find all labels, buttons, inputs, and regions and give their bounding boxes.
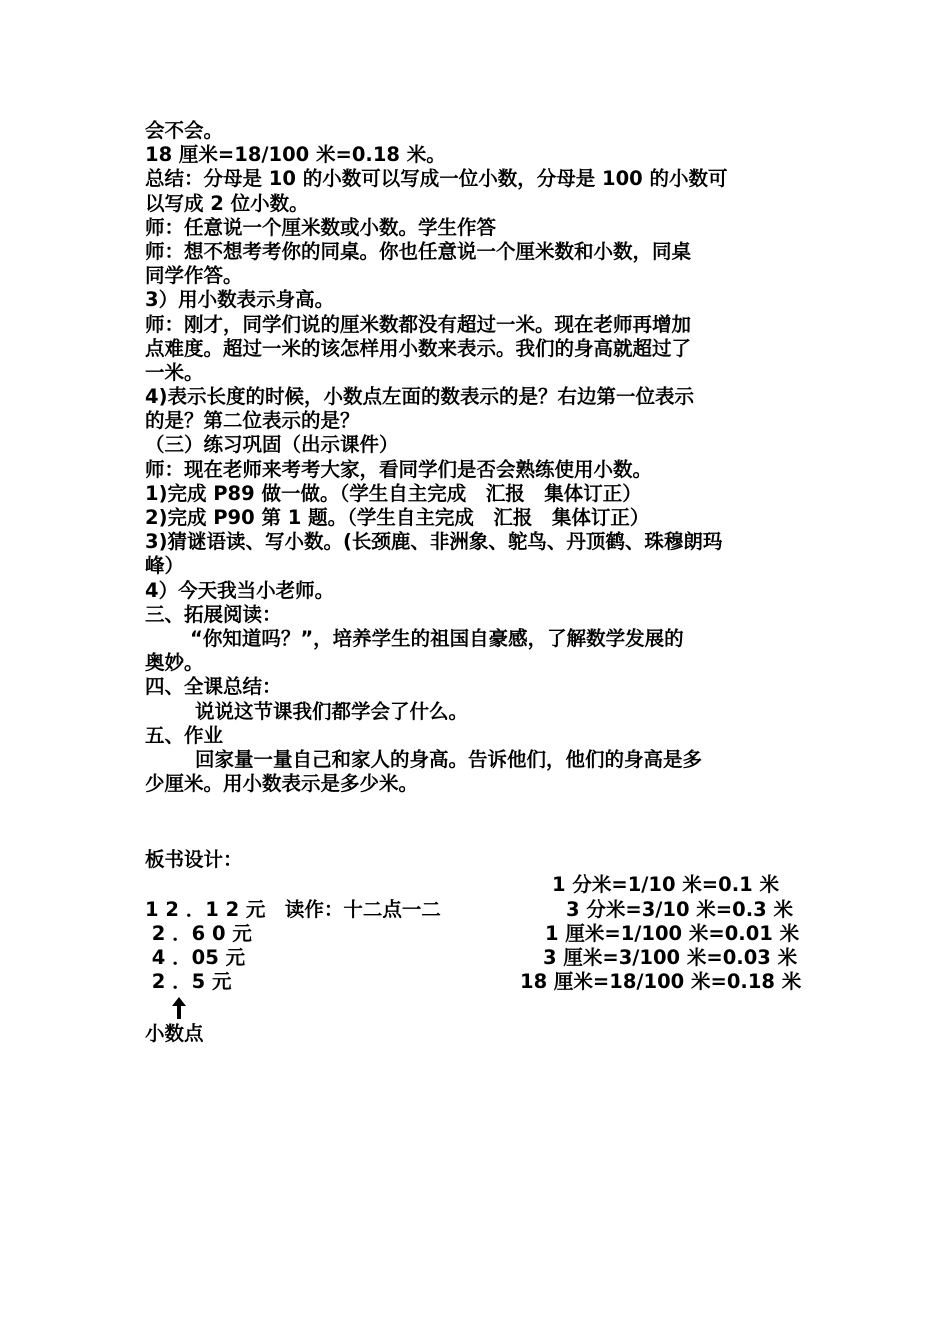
board-title: 板书设计： [145, 848, 243, 871]
text-line: 师：任意说一个厘米数或小数。学生作答 [145, 215, 497, 239]
decimal-example: 1 2 ．1 2 元 读作：十二点一二 [145, 898, 441, 921]
text-line: 少厘米。用小数表示是多少米。 [145, 772, 419, 796]
decimal-example: 4 ．05 元 [145, 946, 246, 969]
text-line: 总结：分母是 10 的小数可以写成一位小数，分母是 100 的小数可 [145, 167, 728, 191]
section-heading: 五、作业 [145, 723, 224, 747]
text-line: 师：现在老师来考考大家，看同学们是否会熟练使用小数。 [145, 457, 653, 481]
decimal-example: 2 ．5 元 [145, 970, 232, 993]
text-line: 的是？第二位表示的是？ [145, 409, 360, 433]
section-heading: 四、全课总结： [145, 675, 282, 699]
text-line: 18 厘米=18/100 米=0.18 米。 [145, 143, 446, 167]
section-heading: 三、拓展阅读： [145, 602, 282, 626]
text-line: 师：刚才，同学们说的厘米数都没有超过一米。现在老师再增加 [145, 312, 692, 336]
text-line: 以写成 2 位小数。 [145, 191, 309, 215]
text-line: 师：想不想考考你的同桌。你也任意说一个厘米数和小数，同桌 [145, 239, 692, 263]
conversion-row: 3 分米=3/10 米=0.3 米 [566, 898, 793, 921]
text-line: 4）今天我当小老师。 [145, 578, 335, 602]
text-line: “你知道吗？”，培养学生的祖国自豪感，了解数学发展的 [190, 626, 684, 650]
text-line: 2)完成 P90 第 1 题。（学生自主完成 汇报 集体订正） [145, 506, 650, 529]
lesson-text [145, 119, 810, 796]
text-line: 3）用小数表示身高。 [145, 288, 335, 312]
text-line: 奥妙。 [145, 651, 204, 675]
text-line: 3)猜谜语读、写小数。(长颈鹿、非洲象、鸵鸟、丹顶鹤、珠穆朗玛 [145, 530, 723, 554]
text-line: 4)表示长度的时候，小数点左面的数表示的是？右边第一位表示 [145, 385, 694, 409]
conversion-row: 3 厘米=3/100 米=0.03 米 [543, 946, 798, 969]
text-line: 会不会。 [145, 119, 224, 142]
text-line: 同学作答。 [145, 264, 243, 288]
text-line: 1)完成 P89 做一做。（学生自主完成 汇报 集体订正） [145, 481, 642, 505]
conversion-row: 1 厘米=1/100 米=0.01 米 [545, 922, 800, 945]
text-line: 说说这节课我们都学会了什么。 [195, 699, 469, 723]
up-arrow-icon [170, 996, 188, 1020]
decimal-point-label: 小数点 [145, 1022, 204, 1045]
decimal-example: 2 ．6 0 元 [145, 922, 252, 945]
section-heading: （三）练习巩固（出示课件） [145, 433, 399, 457]
text-line: 峰） [145, 554, 185, 578]
text-line: 回家量一量自己和家人的身高。告诉他们，他们的身高是多 [195, 747, 703, 771]
board-design [145, 848, 810, 872]
conversion-row: 18 厘米=18/100 米=0.18 米 [520, 970, 802, 993]
text-line: 一米。 [145, 360, 204, 384]
text-line: 点难度。超过一米的该怎样用小数来表示。我们的身高就超过了 [145, 336, 692, 360]
conversion-row: 1 分米=1/10 米=0.1 米 [552, 873, 779, 896]
